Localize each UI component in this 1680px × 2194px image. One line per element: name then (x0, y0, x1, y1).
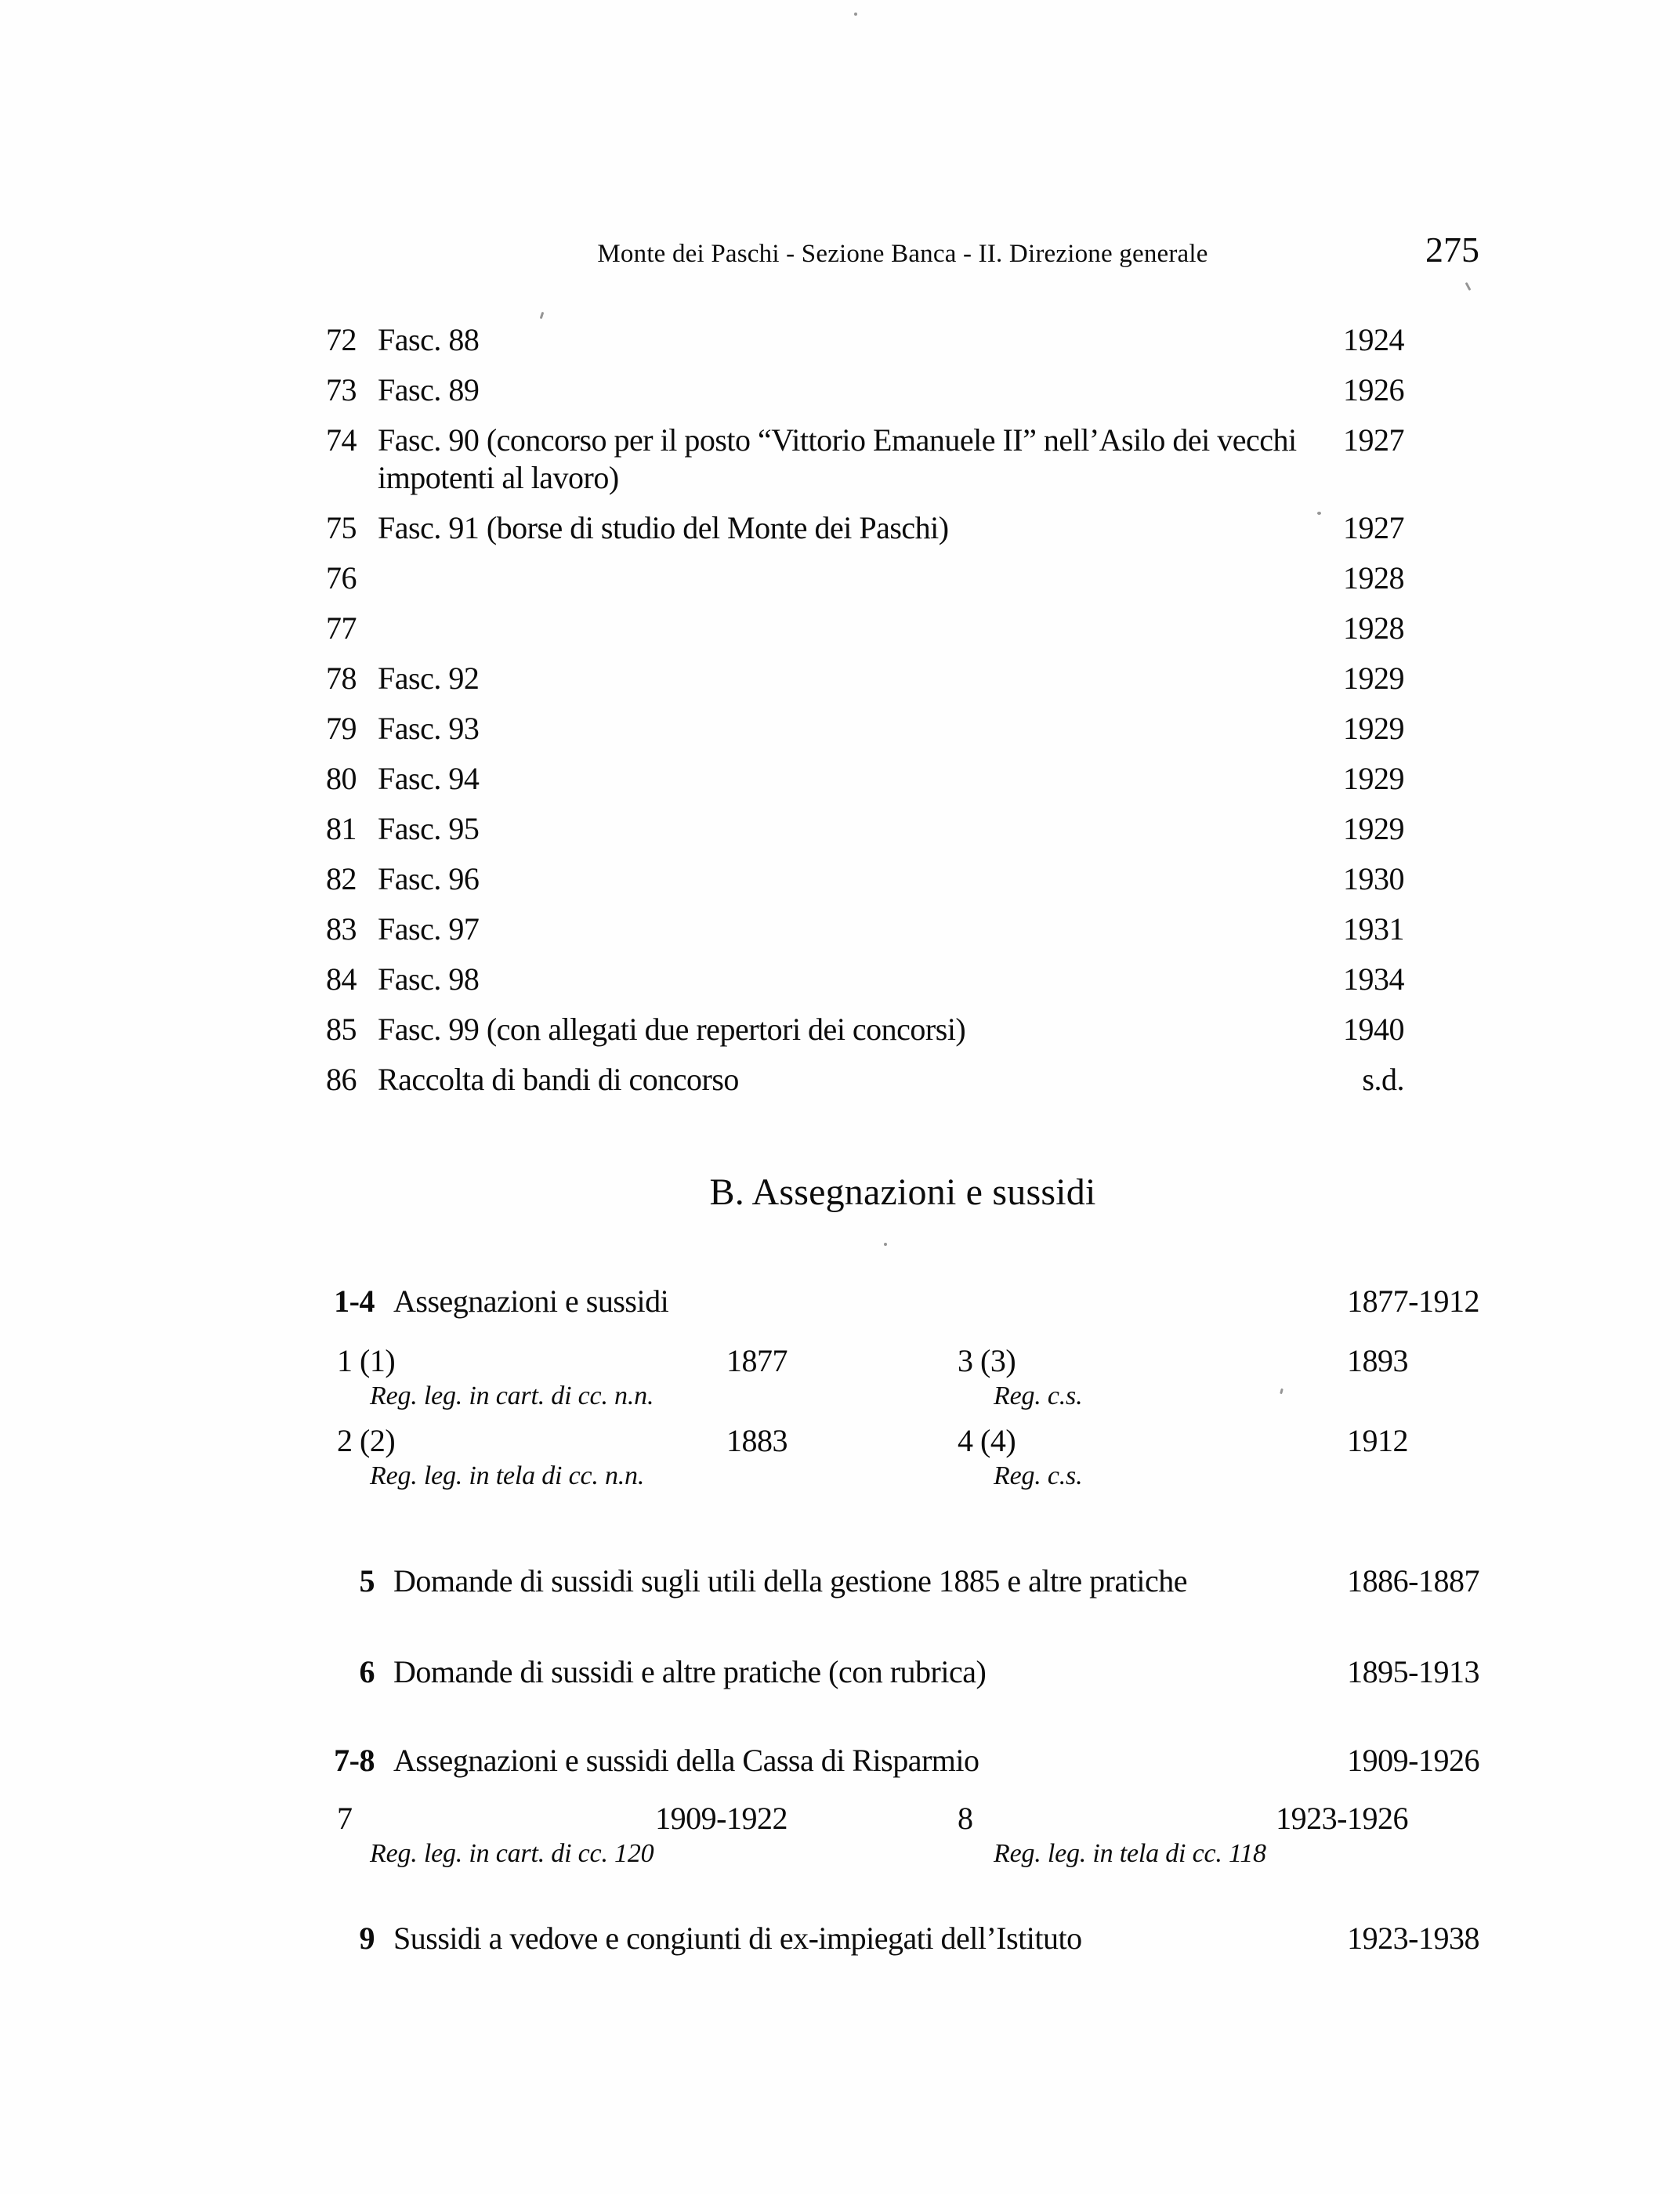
unit-group-1-4 (326, 1342, 1479, 1493)
unit-number: 4 (4) (958, 1423, 1016, 1458)
unit-note: Reg. c.s. (994, 1381, 1083, 1410)
list-item (326, 810, 1479, 848)
entry-row-5 (326, 1562, 1479, 1601)
item-number: 74 (326, 422, 357, 458)
item-year: s.d. (1362, 1062, 1404, 1097)
item-description: Fasc. 92 (378, 661, 480, 696)
entry-number: 6 (359, 1654, 375, 1689)
list-item (326, 1061, 1479, 1099)
list-item (326, 321, 1479, 359)
entry-row-7-8 (326, 1741, 1479, 1780)
item-number: 77 (326, 610, 357, 646)
list-item (326, 710, 1479, 748)
entry-number: 9 (359, 1921, 375, 1956)
item-description: Fasc. 91 (borse di studio del Monte dei Paschi) (378, 510, 949, 545)
unit-entry (958, 1800, 1408, 1837)
section-heading: B. Assegnazioni e sussidi (709, 1171, 1096, 1213)
entry-title: Domande di sussidi e altre pratiche (con rubrica) (393, 1654, 987, 1689)
unit-year: 1883 (726, 1423, 788, 1458)
item-number: 80 (326, 761, 357, 796)
unit-note: Reg. leg. in tela di cc. 118 (994, 1839, 1266, 1868)
item-year: 1927 (1343, 422, 1404, 458)
item-number: 82 (326, 861, 357, 896)
entry-years: 1886-1887 (1347, 1563, 1479, 1598)
running-head (326, 229, 1479, 279)
unit-note: Reg. leg. in tela di cc. n.n. (370, 1461, 645, 1490)
entry-title: Assegnazioni e sussidi della Cassa di Risparmio (393, 1743, 979, 1778)
item-year: 1928 (1343, 560, 1404, 596)
entry-title: Domande di sussidi sugli utili della gestione 1885 e altre pratiche (393, 1563, 1187, 1598)
entry-row-6 (326, 1653, 1479, 1692)
unit-year: 1923-1926 (1276, 1801, 1408, 1836)
item-number: 84 (326, 961, 357, 997)
list-item (326, 660, 1479, 697)
item-year: 1929 (1343, 661, 1404, 696)
item-description: Fasc. 94 (378, 761, 480, 796)
item-description: Fasc. 98 (378, 961, 480, 997)
unit-note: Reg. leg. in cart. di cc. n.n. (370, 1381, 654, 1410)
item-year: 1929 (1343, 811, 1404, 846)
unit-number: 2 (2) (337, 1423, 396, 1458)
item-number: 86 (326, 1062, 357, 1097)
unit-number: 3 (3) (958, 1343, 1016, 1378)
entry-years: 1923-1938 (1347, 1921, 1479, 1956)
item-description: Fasc. 89 (378, 372, 480, 407)
item-number: 78 (326, 661, 357, 696)
unit-row (326, 1422, 1479, 1460)
list-item (326, 610, 1479, 647)
entry-title: Sussidi a vedove e congiunti di ex-impiegati dell’Istituto (393, 1921, 1082, 1956)
item-number: 73 (326, 372, 357, 407)
unit-entry (337, 1342, 788, 1380)
item-description: Fasc. 88 (378, 322, 480, 357)
page-content (326, 0, 1479, 1958)
item-number: 76 (326, 560, 357, 596)
list-item (326, 760, 1479, 798)
item-description: Raccolta di bandi di concorso (378, 1062, 739, 1097)
item-description: Fasc. 93 (378, 711, 480, 746)
unit-year: 1893 (1347, 1343, 1408, 1378)
list-item (326, 911, 1479, 948)
item-number: 75 (326, 510, 357, 545)
list-item (326, 509, 1479, 547)
item-description: Fasc. 90 (concorso per il posto “Vittorio Emanuele II” nell’Asilo dei vecchi impotenti al lavoro) (378, 422, 1297, 495)
item-description: Fasc. 95 (378, 811, 480, 846)
item-year: 1940 (1343, 1012, 1404, 1047)
item-number: 85 (326, 1012, 357, 1047)
unit-year: 1877 (726, 1343, 788, 1378)
entry-years: 1895-1913 (1347, 1654, 1479, 1689)
unit-note-row (326, 1460, 1479, 1493)
unit-row (326, 1342, 1479, 1380)
unit-entry (337, 1800, 788, 1837)
entry-row-9 (326, 1919, 1479, 1958)
entry-title: Assegnazioni e sussidi (393, 1283, 669, 1319)
list-item (326, 961, 1479, 998)
list-item (326, 860, 1479, 898)
unit-entry (958, 1342, 1408, 1380)
page-number: 275 (1425, 230, 1479, 270)
running-head-title: Monte dei Paschi - Sezione Banca - II. Direzione generale (597, 240, 1208, 268)
unit-note: Reg. c.s. (994, 1461, 1083, 1490)
entry-number: 5 (359, 1563, 375, 1598)
list-item (326, 422, 1479, 497)
entry-years: 1877-1912 (1347, 1283, 1479, 1319)
item-description: Fasc. 99 (con allegati due repertori dei concorsi) (378, 1012, 966, 1047)
item-description: Fasc. 96 (378, 861, 480, 896)
item-year: 1929 (1343, 761, 1404, 796)
unit-number: 1 (1) (337, 1343, 396, 1378)
item-number: 72 (326, 322, 357, 357)
list-item (326, 559, 1479, 597)
unit-note: Reg. leg. in cart. di cc. 120 (370, 1839, 654, 1868)
unit-number: 7 (337, 1801, 353, 1836)
item-year: 1929 (1343, 711, 1404, 746)
entry-years: 1909-1926 (1347, 1743, 1479, 1778)
item-year: 1924 (1343, 322, 1404, 357)
item-year: 1928 (1343, 610, 1404, 646)
unit-note-row (326, 1380, 1479, 1413)
unit-year: 1912 (1347, 1423, 1408, 1458)
entry-number: 1-4 (334, 1283, 375, 1319)
unit-entry (337, 1422, 788, 1460)
unit-note-row (326, 1837, 1479, 1870)
entry-row-1-4 (326, 1282, 1479, 1321)
unit-number: 8 (958, 1801, 973, 1836)
item-year: 1931 (1343, 911, 1404, 947)
item-number: 79 (326, 711, 357, 746)
item-year: 1934 (1343, 961, 1404, 997)
unit-year: 1909-1922 (655, 1801, 788, 1836)
item-year: 1926 (1343, 372, 1404, 407)
list-item (326, 371, 1479, 409)
entry-number: 7-8 (334, 1743, 375, 1778)
unit-row (326, 1800, 1479, 1837)
item-number: 83 (326, 911, 357, 947)
list-item (326, 1011, 1479, 1048)
unit-entry (958, 1422, 1408, 1460)
unit-group-7-8 (326, 1800, 1479, 1870)
fascicle-list (326, 321, 1479, 1099)
item-number: 81 (326, 811, 357, 846)
item-year: 1927 (1343, 510, 1404, 545)
item-description: Fasc. 97 (378, 911, 480, 947)
item-year: 1930 (1343, 861, 1404, 896)
